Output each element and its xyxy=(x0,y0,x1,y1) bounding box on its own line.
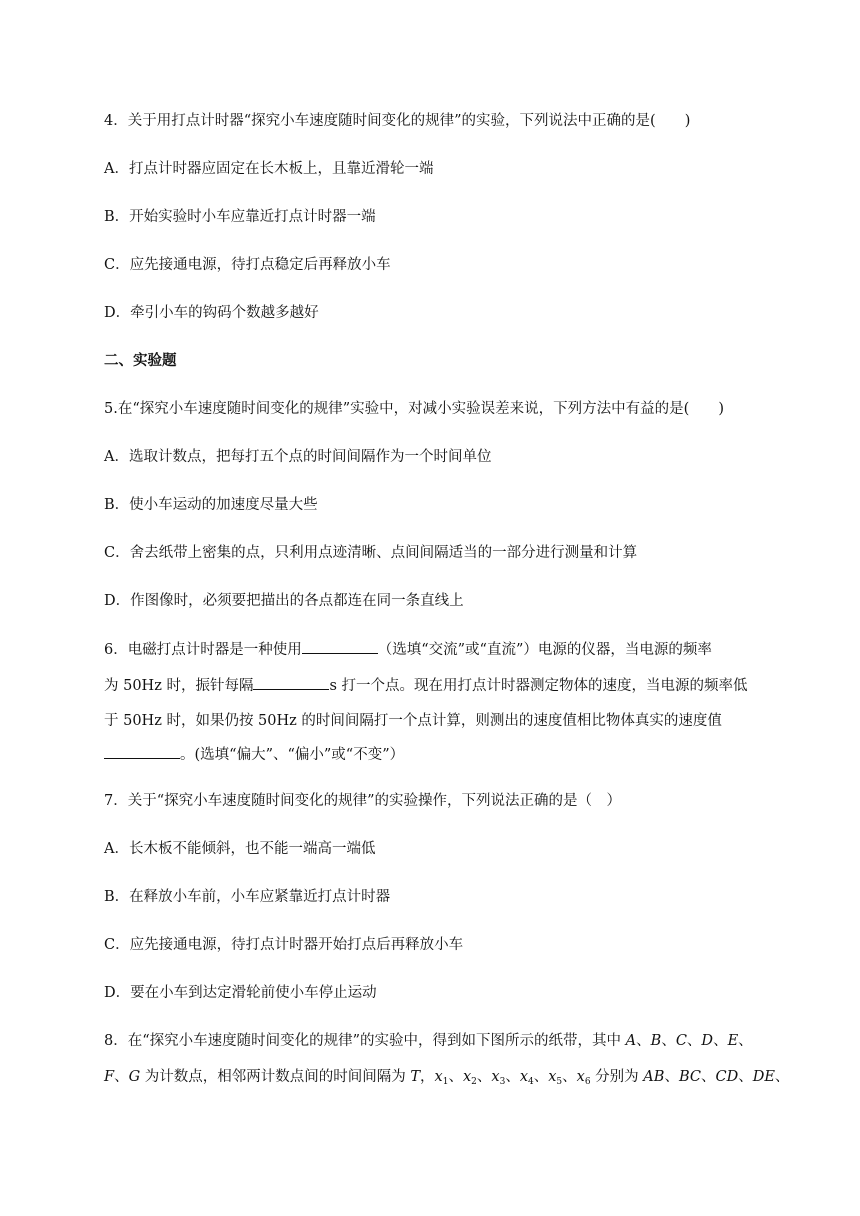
question-6-line-4 xyxy=(104,744,404,765)
question-6-line-2 xyxy=(104,675,748,696)
variable-x: x xyxy=(548,1069,557,1085)
question-6-text: 。(选填“偏大”、“偏小”或“不变”） xyxy=(180,747,405,763)
point-label: C xyxy=(675,1033,687,1049)
separator: 、 xyxy=(686,1033,702,1049)
point-label: B xyxy=(650,1033,662,1049)
separator: 、 xyxy=(661,1033,676,1049)
point-label: A xyxy=(625,1033,637,1049)
separator: 、 xyxy=(114,1069,129,1085)
segment-label: CD xyxy=(715,1069,739,1085)
segment-label: DE xyxy=(752,1069,775,1085)
subscript: 4 xyxy=(528,1077,534,1087)
answer-blank xyxy=(104,744,180,759)
question-6-line-3: 于 50Hz 时，如果仍按 50Hz 的时间间隔打一个点计算，则测出的速度值相比物体真实的速度值 xyxy=(104,713,722,729)
variable-x: x xyxy=(576,1069,585,1085)
separator: 、 xyxy=(636,1033,651,1049)
subscript: 5 xyxy=(556,1077,563,1087)
question-7-option-b: B．在释放小车前，小车应紧靠近打点计时器 xyxy=(104,889,391,905)
separator: 、 xyxy=(533,1069,549,1085)
point-label: D xyxy=(701,1033,714,1049)
question-6-text: 6．电磁打点计时器是一种使用 xyxy=(104,642,302,658)
question-4-option-b: B．开始实验时小车应靠近打点计时器一端 xyxy=(104,209,376,225)
question-4-option-d: D．牵引小车的钩码个数越多越好 xyxy=(104,305,319,321)
subscript: 3 xyxy=(499,1077,506,1087)
separator: 、 xyxy=(664,1069,679,1085)
point-label: G xyxy=(128,1069,141,1085)
question-8-text: 8．在“探究小车速度随时间变化的规律”的实验中，得到如下图所示的纸带，其中 xyxy=(104,1033,626,1049)
separator: 、 xyxy=(562,1069,577,1085)
question-7-stem: 7．关于“探究小车速度随时间变化的规律”的实验操作，下列说法正确的是（ ） xyxy=(104,793,622,809)
question-8-text: 分别为 xyxy=(590,1069,644,1085)
question-7-option-a: A．长木板不能倾斜，也不能一端高一端低 xyxy=(104,841,376,857)
question-6-text: （选填“交流”或“直流”）电源的仪器，当电源的频率 xyxy=(377,642,712,658)
question-5-option-d: D．作图像时，必须要把描出的各点都连在同一条直线上 xyxy=(104,593,464,609)
question-8-text: 为计数点，相邻两计数点间的时间间隔为 xyxy=(140,1069,411,1085)
separator: 、 xyxy=(713,1033,728,1049)
question-5-option-a: A．选取计数点，把每打五个点的时间间隔作为一个时间单位 xyxy=(104,449,492,465)
question-5-stem: 5.在“探究小车速度随时间变化的规律”实验中，对减小实验误差来说，下列方法中有益的是( ) xyxy=(104,401,724,417)
answer-blank xyxy=(302,639,378,654)
question-5-option-b: B．使小车运动的加速度尽量大些 xyxy=(104,497,318,513)
separator: 、 xyxy=(738,1033,753,1049)
question-4-option-c: C．应先接通电源，待打点稳定后再释放小车 xyxy=(104,257,391,273)
question-5-option-c: C．舍去纸带上密集的点，只利用点迹清晰、点间间隔适当的一部分进行测量和计算 xyxy=(104,545,638,561)
question-8-line-1 xyxy=(104,1031,753,1051)
separator: 、 xyxy=(505,1069,520,1085)
question-7-option-c: C．应先接通电源，待打点计时器开始打点后再释放小车 xyxy=(104,937,464,953)
point-label: E xyxy=(727,1033,739,1049)
period-symbol: T xyxy=(410,1069,421,1085)
question-4-option-a: A．打点计时器应固定在长木板上，且靠近滑轮一端 xyxy=(104,161,434,177)
variable-x: x xyxy=(519,1069,528,1085)
question-8-line-2 xyxy=(104,1067,789,1092)
section-heading: 二、实验题 xyxy=(104,352,177,369)
question-6-text: 为 50Hz 时，振针每隔 xyxy=(104,678,254,694)
separator: 、 xyxy=(738,1069,753,1085)
variable-x: x xyxy=(434,1069,443,1085)
variable-x: x xyxy=(491,1069,500,1085)
question-6-line-1 xyxy=(104,639,712,660)
question-7-option-d: D．要在小车到达定滑轮前使小车停止运动 xyxy=(104,985,377,1001)
separator: 、 xyxy=(476,1069,492,1085)
separator: 、 xyxy=(700,1069,716,1085)
question-6-text: s 打一个点。现在用打点计时器测定物体的速度，当电源的频率低 xyxy=(329,678,748,694)
variable-x: x xyxy=(462,1069,472,1085)
subscript: 1 xyxy=(442,1077,449,1087)
separator: 、 xyxy=(774,1069,790,1085)
subscript: 6 xyxy=(584,1077,591,1087)
answer-blank xyxy=(253,675,329,690)
subscript: 2 xyxy=(471,1077,477,1087)
separator: 、 xyxy=(448,1069,463,1085)
separator: ， xyxy=(420,1069,435,1085)
question-4-stem: 4．关于用打点计时器“探究小车速度随时间变化的规律”的实验，下列说法中正确的是( ) xyxy=(104,113,691,129)
segment-label: AB xyxy=(643,1069,665,1085)
point-label: F xyxy=(104,1069,115,1085)
segment-label: BC xyxy=(678,1069,701,1085)
